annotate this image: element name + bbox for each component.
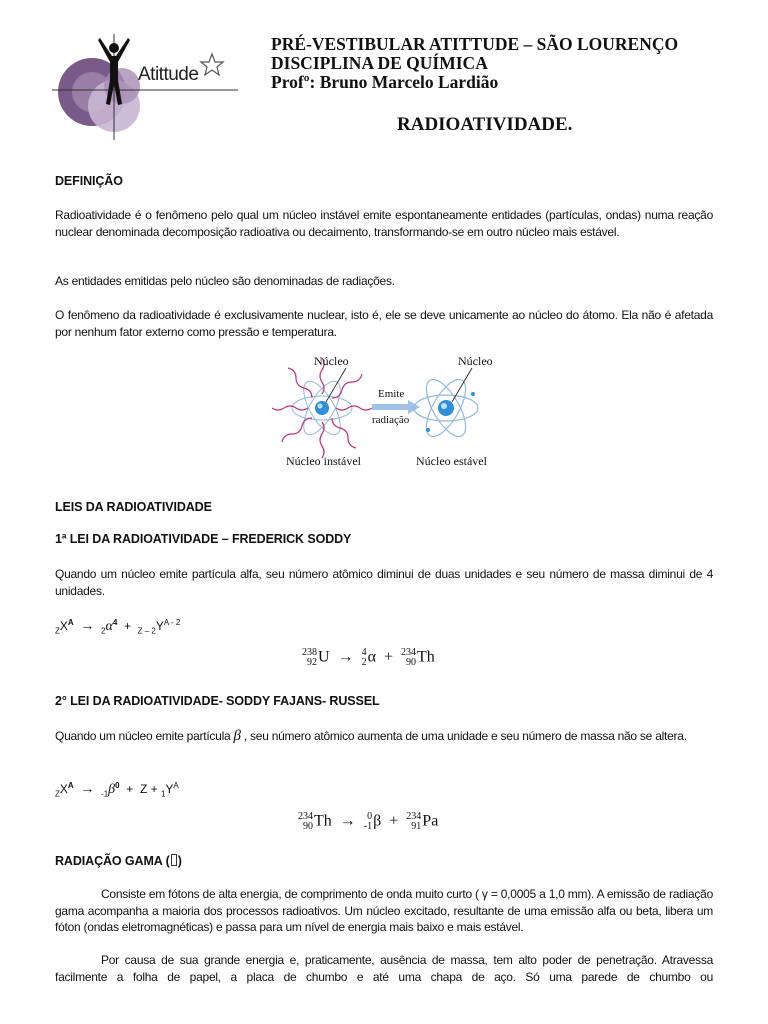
label-radiacao: radiação bbox=[372, 414, 410, 426]
paragraph-lei-1: Quando um núcleo emite partícula alfa, seu número atômico diminui de duas unidades e seu número de massa diminui de 4 unidades. bbox=[55, 567, 713, 598]
document-title: RADIOATIVIDADE. bbox=[397, 114, 573, 135]
equation-alpha-decay: 238 92 U → 4 2 α + 234 90 Th bbox=[302, 647, 435, 668]
caption-nucleo-instavel: Núcleo instável bbox=[286, 454, 361, 468]
nucleus-figure bbox=[268, 350, 508, 474]
logo-graphic bbox=[52, 34, 242, 140]
heading-leis: LEIS DA RADIOATIVIDADE bbox=[55, 500, 212, 514]
formula-lei-1: $_ZX^A \to _2\alpha^4 + _{Z - 2}Y^{A - 2}$ bbox=[55, 617, 181, 636]
logo-text: Atittude bbox=[138, 64, 199, 85]
paragraph-definicao-2: As entidades emitidas pelo núcleo são denominadas de radiações. bbox=[55, 274, 395, 288]
formula-lei-2: $_ZX^A \to _{-1}\beta^0 + Z + _1Y^A$ bbox=[55, 780, 179, 799]
header-line-2: DISCIPLINA DE QUÍMICA bbox=[271, 53, 488, 73]
heading-definicao: DEFINIÇÃO bbox=[55, 174, 123, 188]
equation-beta-decay: 234 90 Th → 0 -1 β + 234 91 Pa bbox=[298, 811, 439, 832]
heading-gama: RADIAÇÃO GAMA ( ) bbox=[55, 854, 182, 868]
heading-lei-2: 2° LEI DA RADIOATIVIDADE- SODDY FAJANS- RUSSEL bbox=[55, 694, 380, 708]
label-nucleo-left: Núcleo bbox=[314, 354, 349, 368]
paragraph-gama-2: Por causa de sua grande energia e, praticamente, ausência de massa, tem alto poder de penetração. Atravessa facilmente a folha de papel, a placa de chumbo e até uma chapa de aço. Só uma parede de chumbo ou bbox=[55, 953, 713, 984]
logo bbox=[52, 34, 242, 140]
header-line-1: PRÉ-VESTIBULAR ATITTUDE – SÃO LOURENÇO bbox=[271, 34, 679, 54]
paragraph-definicao-3: O fenômeno da radioatividade é exclusivamente nuclear, isto é, ele se deve unicamente ao núcleo do átomo. Ela não é afetada por nenhum fator externo como pressão e temperatura. bbox=[55, 308, 713, 339]
paragraph-gama-1: Consiste em fótons de alta energia, de comprimento de onda muito curto ( γ = 0,0005 a 1,0 mm). A emissão de radiação gama acompanha a maioria dos processos radioativos. Um núcleo excitado, resultante de uma emissão alfa ou beta, libera um fóton (ondas eletromagnéticas) e passa para um nível de energia mais baixo e mais estável. bbox=[55, 887, 713, 935]
label-emite: Emite bbox=[378, 388, 405, 400]
header-line-3: Profº: Bruno Marcelo Lardião bbox=[271, 72, 499, 92]
missing-glyph-icon bbox=[171, 854, 177, 866]
caption-nucleo-estavel: Núcleo estável bbox=[416, 454, 487, 468]
paragraph-lei-2: Quando um núcleo emite partícula β , seu número atômico aumenta de uma unidade e seu número de massa não se altera. bbox=[55, 728, 687, 744]
paragraph-definicao-1: Radioatividade é o fenômeno pelo qual um núcleo instável emite espontaneamente entidades (partículas, ondas) numa reação nuclear denominada decomposição radioativa ou decaimento, transformando-se em outro núcleo mais estável. bbox=[55, 208, 713, 239]
heading-lei-1: 1ª LEI DA RADIOATIVIDADE – FREDERICK SODDY bbox=[55, 532, 352, 546]
label-nucleo-right: Núcleo bbox=[458, 354, 493, 368]
